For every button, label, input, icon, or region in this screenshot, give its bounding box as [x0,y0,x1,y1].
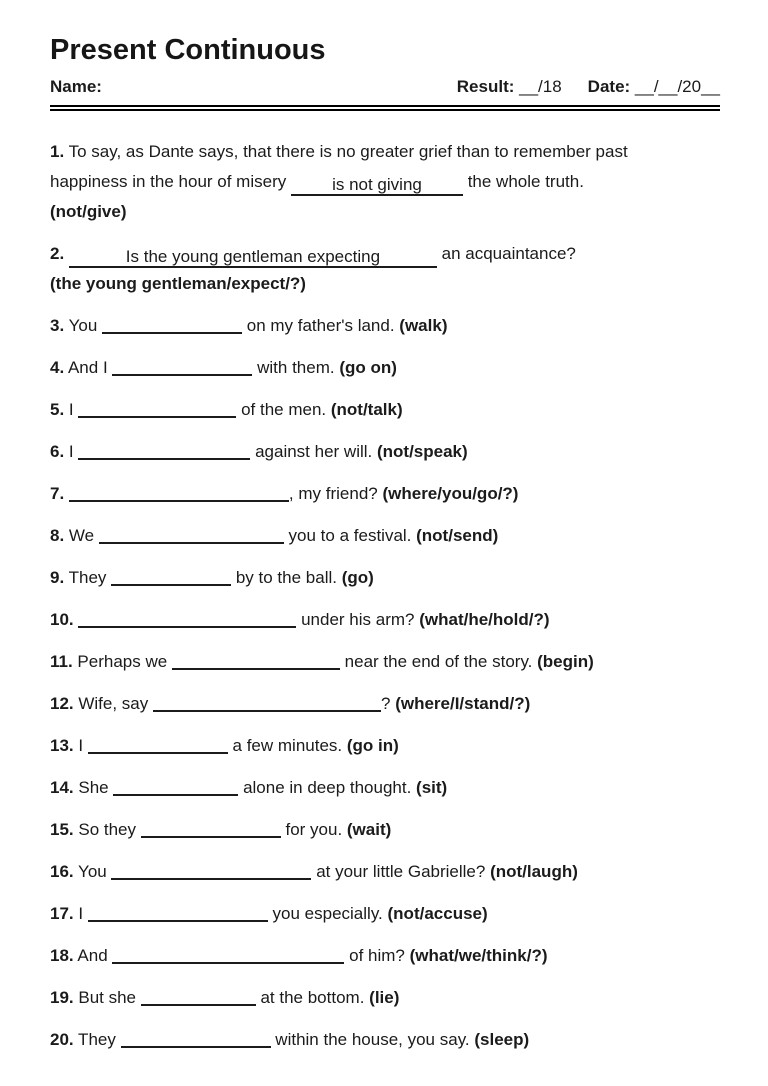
question-text: ? [381,694,396,713]
answer-blank [78,438,250,460]
verb-hint: (where/I/stand/?) [395,694,531,713]
question [50,239,720,299]
verb-hint: (wait) [346,820,392,839]
question [50,311,720,341]
question [50,857,720,887]
question-text: You [64,316,103,335]
question-line [50,689,720,719]
result-group [457,77,562,96]
meta-row [50,77,720,97]
question-text: under his arm? [296,610,420,629]
question-line [50,479,720,509]
question [50,899,720,929]
question-number: 13. [50,736,74,755]
question-text: on my father's land. [242,316,400,335]
question-text: To say, as Dante says, that there is no greater grief than to remember past [64,142,628,161]
date-group [588,77,720,96]
question-number: 7. [50,484,65,503]
question [50,773,720,803]
question [50,689,720,719]
question-text: I [64,442,79,461]
answer-blank [99,522,284,544]
question-text: They [73,1030,121,1049]
question-number: 6. [50,442,65,461]
question-text: alone in deep thought. [238,778,417,797]
question [50,605,720,635]
verb-hint: (not/send) [416,526,499,545]
question-number: 3. [50,316,65,335]
question-text: We [64,526,99,545]
questions [50,137,720,1055]
question-text: you to a festival. [283,526,417,545]
question-text: You [73,862,112,881]
answer-blank [291,174,463,196]
question-number: 5. [50,400,65,419]
question-number: 10. [50,610,74,629]
question-number: 16. [50,862,74,881]
question-line [50,395,720,425]
question-text: near the end of the story. [339,652,538,671]
question-line [50,647,720,677]
question-text: And [73,946,113,965]
verb-hint: (sleep) [474,1030,530,1049]
verb-hint: (where/you/go/?) [382,484,519,503]
question-number: 14. [50,778,74,797]
result-value: __/18 [514,77,562,96]
question-text: for you. [280,820,347,839]
question-text: I [64,400,79,419]
verb-hint: (walk) [399,316,448,335]
question-line [50,983,720,1013]
question-text: of him? [344,946,410,965]
question-text: against her will. [250,442,377,461]
answer-text: Is the young gentleman expecting [125,247,381,266]
question-text: , my friend? [288,484,383,503]
question-line [50,167,720,197]
question-line [50,773,720,803]
question-number: 19. [50,988,74,1007]
answer-blank [78,606,296,628]
question [50,815,720,845]
question-line [50,353,720,383]
verb-hint: (the young gentleman/expect/?) [50,274,306,293]
verb-hint: (not/laugh) [490,862,578,881]
answer-blank [88,732,228,754]
answer-blank [141,816,281,838]
question-text: She [73,778,114,797]
question-number: 18. [50,946,74,965]
question-text: you especially. [267,904,388,923]
question-text: the whole truth. [462,172,584,191]
question [50,137,720,227]
verb-hint: (what/we/think/?) [409,946,548,965]
answer-blank [141,984,256,1006]
question-line [50,269,720,299]
name-label: Name: [50,77,102,96]
question-text: an acquaintance? [436,244,576,263]
question [50,353,720,383]
verb-hint: (not/talk) [330,400,403,419]
question-line [50,605,720,635]
question-line [50,563,720,593]
date-value: __/__/20__ [630,77,720,96]
question-line [50,941,720,971]
question [50,395,720,425]
answer-blank [69,246,437,268]
answer-text: is not giving [332,175,422,194]
worksheet-title: Present Continuous [50,34,326,66]
question-text: of the men. [236,400,331,419]
answer-blank [102,312,242,334]
question-text: at your little Gabrielle? [311,862,491,881]
question-number: 2. [50,244,65,263]
answer-blank [172,648,340,670]
question-text: I [73,904,88,923]
answer-blank [153,690,381,712]
question-line [50,437,720,467]
question-text: a few minutes. [227,736,347,755]
question [50,731,720,761]
question-text: So they [73,820,141,839]
question-number: 8. [50,526,65,545]
verb-hint: (not/speak) [376,442,468,461]
question-text: Wife, say [73,694,153,713]
question-line [50,197,720,227]
question-line [50,815,720,845]
answer-blank [113,774,238,796]
question-line [50,137,720,167]
question-line [50,1025,720,1055]
question-text: within the house, you say. [270,1030,475,1049]
question-line [50,311,720,341]
verb-hint: (lie) [369,988,400,1007]
question-number: 1. [50,142,65,161]
question [50,1025,720,1055]
question-text: happiness in the hour of misery [50,172,291,191]
question-number: 12. [50,694,74,713]
answer-blank [69,480,289,502]
verb-hint: (go) [341,568,374,587]
result-label: Result: [456,77,515,96]
question-text: I [73,736,88,755]
question-line [50,239,720,269]
verb-hint: (go on) [339,358,397,377]
question [50,521,720,551]
question-text: But she [73,988,141,1007]
answer-blank [112,942,344,964]
question-number: 11. [50,652,73,671]
question-text: at the bottom. [255,988,370,1007]
question-line [50,731,720,761]
question [50,479,720,509]
answer-blank [78,396,236,418]
verb-hint: (what/he/hold/?) [419,610,550,629]
date-label: Date: [587,77,631,96]
meta-right [457,77,720,97]
question-text: They [64,568,112,587]
answer-blank [112,354,252,376]
question-number: 4. [50,358,65,377]
question [50,647,720,677]
question-number: 9. [50,568,65,587]
question-text: Perhaps we [72,652,172,671]
question-text: And I [64,358,113,377]
question-number: 20. [50,1030,74,1049]
verb-hint: (begin) [537,652,594,671]
question-text: by to the ball. [231,568,342,587]
answer-blank [111,564,231,586]
question-line [50,521,720,551]
verb-hint: (not/give) [50,202,127,221]
question-number: 17. [50,904,74,923]
question-number: 15. [50,820,74,839]
verb-hint: (sit) [416,778,448,797]
answer-blank [88,900,268,922]
question [50,563,720,593]
question [50,983,720,1013]
answer-blank [111,858,311,880]
question [50,437,720,467]
answer-blank [121,1026,271,1048]
question [50,941,720,971]
verb-hint: (go in) [346,736,399,755]
verb-hint: (not/accuse) [387,904,488,923]
question-text: with them. [252,358,340,377]
header-divider [50,105,720,111]
question-line [50,899,720,929]
question-line [50,857,720,887]
